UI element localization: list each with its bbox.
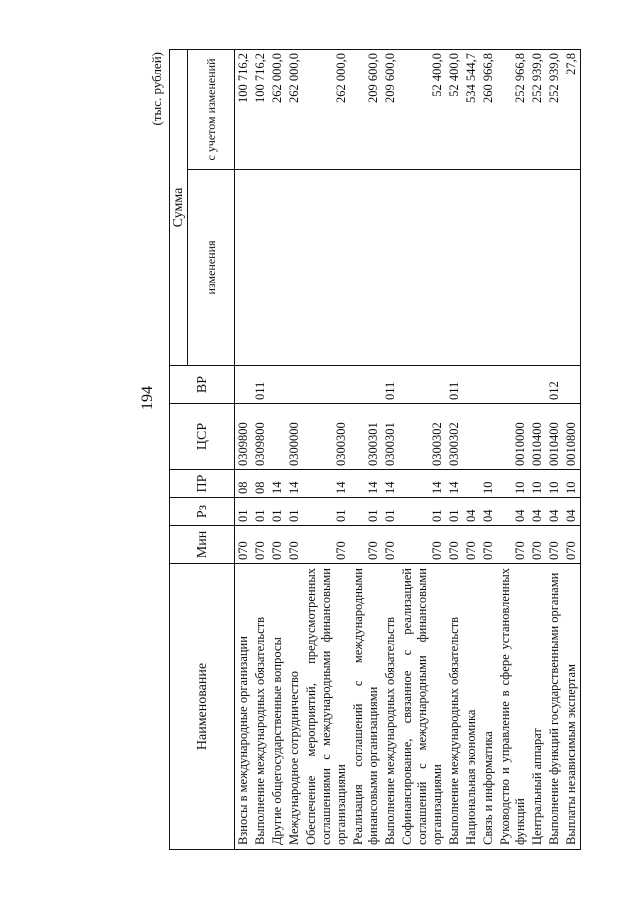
cell-csr: 0300000 [286, 404, 303, 470]
cell-name: Реализация соглашений с международными финансовыми организациями [350, 564, 382, 850]
cell-rz: 01 [399, 498, 446, 526]
cell-total: 260 966,8 [480, 50, 497, 170]
table-row [382, 50, 399, 850]
cell-izm [350, 170, 382, 366]
cell-min: 070 [497, 526, 529, 564]
table-row [563, 50, 581, 850]
header-s-uchetom: с учетом изменений [188, 50, 235, 170]
table-row [252, 50, 269, 850]
cell-min: 070 [252, 526, 269, 564]
page-number: 194 [139, 386, 156, 410]
cell-vr [286, 366, 303, 404]
cell-rz: 04 [563, 498, 581, 526]
cell-rz: 04 [480, 498, 497, 526]
cell-total: 262 000,0 [286, 50, 303, 170]
cell-name: Связь и информатика [480, 564, 497, 850]
header-izmeneniya: изменения [188, 170, 235, 366]
cell-pr: 08 [252, 470, 269, 498]
cell-total: 262 000,0 [269, 50, 286, 170]
cell-csr: 0309800 [235, 404, 253, 470]
cell-csr: 0300300 [303, 404, 350, 470]
table-row [497, 50, 529, 850]
cell-vr [463, 366, 480, 404]
cell-csr: 0300301 [350, 404, 382, 470]
cell-name: Выполнение функций государственными органами [546, 564, 563, 850]
cell-pr: 14 [350, 470, 382, 498]
cell-vr [235, 366, 253, 404]
cell-izm [446, 170, 463, 366]
units-label: (тыс. рублей) [149, 52, 164, 126]
cell-rz: 01 [286, 498, 303, 526]
cell-csr: 0010400 [529, 404, 546, 470]
cell-name: Выполнение международных обязательств [446, 564, 463, 850]
cell-name: Международное сотрудничество [286, 564, 303, 850]
cell-min: 070 [529, 526, 546, 564]
cell-izm [286, 170, 303, 366]
cell-name: Выплаты независимым экспертам [563, 564, 581, 850]
cell-vr [529, 366, 546, 404]
cell-total: 252 966,8 [497, 50, 529, 170]
cell-vr [480, 366, 497, 404]
cell-min: 070 [399, 526, 446, 564]
cell-izm [399, 170, 446, 366]
cell-vr [350, 366, 382, 404]
header-csr: ЦСР [170, 404, 235, 470]
cell-vr [269, 366, 286, 404]
cell-total: 27,8 [563, 50, 581, 170]
cell-csr: 0309800 [252, 404, 269, 470]
header-summa: Сумма [170, 50, 188, 366]
cell-total: 262 000,0 [303, 50, 350, 170]
table-row [446, 50, 463, 850]
table-row [529, 50, 546, 850]
header-name: Наименование [170, 564, 235, 850]
cell-total: 252 939,0 [529, 50, 546, 170]
cell-total: 52 400,0 [399, 50, 446, 170]
cell-csr: 0300302 [446, 404, 463, 470]
table-row [350, 50, 382, 850]
cell-izm [463, 170, 480, 366]
cell-vr [399, 366, 446, 404]
cell-pr: 10 [497, 470, 529, 498]
table-row [399, 50, 446, 850]
rotated-table-canvas [146, 50, 586, 850]
header-row-1 [170, 50, 188, 850]
header-vr: ВР [170, 366, 235, 404]
cell-name: Руководство и управление в сфере установленных функций [497, 564, 529, 850]
cell-total: 209 600,0 [350, 50, 382, 170]
cell-pr: 14 [286, 470, 303, 498]
cell-name: Обеспечение мероприятий, предусмотренных соглашениями с международными финансовыми организациями [303, 564, 350, 850]
cell-min: 070 [546, 526, 563, 564]
table-body [235, 50, 581, 850]
cell-min: 070 [286, 526, 303, 564]
cell-pr: 14 [303, 470, 350, 498]
cell-pr: 10 [480, 470, 497, 498]
header-pr: ПР [170, 470, 235, 498]
cell-pr: 10 [563, 470, 581, 498]
cell-pr: 14 [399, 470, 446, 498]
cell-csr: 0010400 [546, 404, 563, 470]
cell-izm [382, 170, 399, 366]
cell-total: 52 400,0 [446, 50, 463, 170]
cell-izm [480, 170, 497, 366]
cell-total: 534 544,7 [463, 50, 480, 170]
cell-vr [497, 366, 529, 404]
cell-name: Взносы в международные организации [235, 564, 253, 850]
cell-rz: 01 [350, 498, 382, 526]
cell-min: 070 [303, 526, 350, 564]
cell-rz: 01 [382, 498, 399, 526]
cell-rz: 04 [529, 498, 546, 526]
cell-name: Выполнение международных обязательств [382, 564, 399, 850]
cell-min: 070 [350, 526, 382, 564]
cell-rz: 01 [303, 498, 350, 526]
cell-pr: 14 [269, 470, 286, 498]
cell-rz: 01 [235, 498, 253, 526]
cell-rz: 01 [269, 498, 286, 526]
header-min: Мин [170, 526, 235, 564]
cell-csr: 0300302 [399, 404, 446, 470]
cell-name: Центральный аппарат [529, 564, 546, 850]
cell-pr: 14 [446, 470, 463, 498]
table-row [303, 50, 350, 850]
cell-rz: 04 [497, 498, 529, 526]
cell-vr: 011 [382, 366, 399, 404]
cell-rz: 01 [252, 498, 269, 526]
cell-total: 100 716,2 [252, 50, 269, 170]
table-row [546, 50, 563, 850]
cell-rz: 04 [546, 498, 563, 526]
cell-izm [497, 170, 529, 366]
cell-min: 070 [382, 526, 399, 564]
cell-total: 209 600,0 [382, 50, 399, 170]
cell-min: 070 [269, 526, 286, 564]
cell-vr: 011 [252, 366, 269, 404]
cell-izm [235, 170, 253, 366]
cell-csr [480, 404, 497, 470]
cell-min: 070 [446, 526, 463, 564]
cell-izm [529, 170, 546, 366]
table-row [269, 50, 286, 850]
cell-name: Национальная экономика [463, 564, 480, 850]
cell-vr [563, 366, 581, 404]
cell-pr: 08 [235, 470, 253, 498]
cell-pr: 10 [546, 470, 563, 498]
cell-pr [463, 470, 480, 498]
cell-csr [269, 404, 286, 470]
cell-izm [252, 170, 269, 366]
cell-name: Другие общегосударственные вопросы [269, 564, 286, 850]
cell-min: 070 [480, 526, 497, 564]
budget-table [169, 49, 581, 850]
header-rz: Рз [170, 498, 235, 526]
cell-total: 252 939,0 [546, 50, 563, 170]
cell-rz: 04 [463, 498, 480, 526]
table-row [235, 50, 253, 850]
cell-pr: 10 [529, 470, 546, 498]
cell-pr: 14 [382, 470, 399, 498]
cell-csr: 0300301 [382, 404, 399, 470]
cell-izm [269, 170, 286, 366]
cell-izm [303, 170, 350, 366]
cell-izm [546, 170, 563, 366]
cell-rz: 01 [446, 498, 463, 526]
cell-vr: 011 [446, 366, 463, 404]
cell-vr: 012 [546, 366, 563, 404]
cell-izm [563, 170, 581, 366]
cell-total: 100 716,2 [235, 50, 253, 170]
cell-min: 070 [563, 526, 581, 564]
cell-csr [463, 404, 480, 470]
cell-min: 070 [235, 526, 253, 564]
cell-csr: 0010000 [497, 404, 529, 470]
cell-csr: 0010800 [563, 404, 581, 470]
table-row [463, 50, 480, 850]
cell-name: Софинансирование, связанное с реализацией соглашений с международными финансовыми организациями [399, 564, 446, 850]
cell-vr [303, 366, 350, 404]
table-row [480, 50, 497, 850]
table-row [286, 50, 303, 850]
cell-min: 070 [463, 526, 480, 564]
cell-name: Выполнение международных обязательств [252, 564, 269, 850]
